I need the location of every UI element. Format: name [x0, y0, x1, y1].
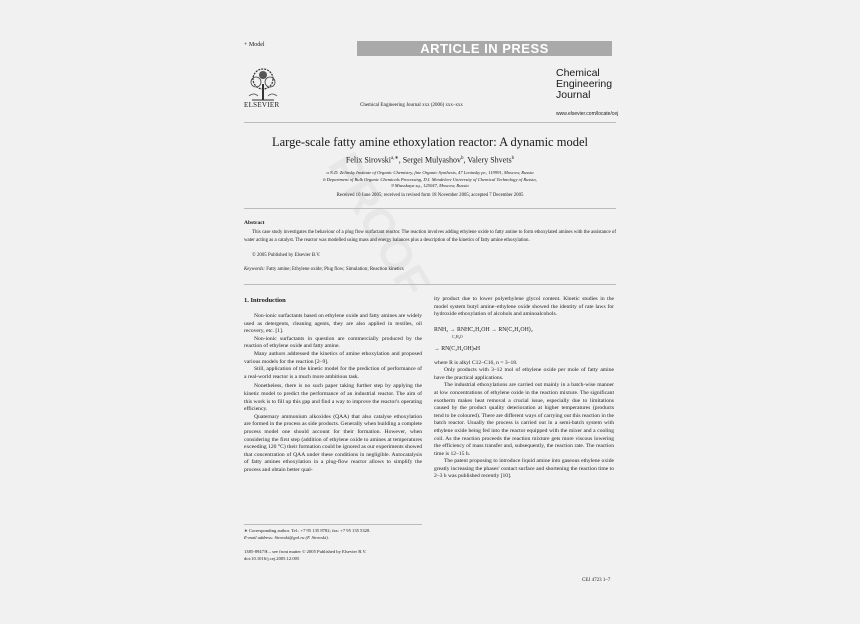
paragraph: Non-ionic surfactants based on ethylene oxide and fatty amines are widely used as detergents, cleaning agents, they are also applied in textiles, oil recovery, etc. [1]. [244, 313, 422, 335]
affiliation-b: b Department of Bulk Organic Chemicals Processing, D.I. Mendeleev University of Chemical Technology of Russia, [323, 177, 537, 182]
elsevier-tree-logo-icon [244, 66, 282, 104]
paragraph: Nonetheless, there is no such paper taking further step by applying the kinetic model to predict the performance of an industrial reactor. The aim of this work is to fill up this gap and find a way to improve the reactor's operating efficiency. [244, 383, 422, 413]
paragraph: ity product due to lower polyethylene glycol content. Kinetic studies in the model system butyl amine–ethylene oxide showed the identity of rate laws for hydroxide ethoxylation of alcohols and aminoalcohols. [434, 296, 614, 318]
equation-catalyst-label: C₂H₄O [452, 335, 463, 340]
article-authors: Felix Sirovski$^{a,∗}$, Sergei Mulyashov$^b$, Valery Shvets$^b$ [345, 155, 515, 165]
journal-logo-line-2: Engineering [556, 78, 613, 90]
abstract-top-divider [244, 208, 616, 209]
abstract-text: This case study investigates the behaviour of a plug flow surfactant reactor. The reaction involves adding ethylene oxide to fatty amine to form ethoxylated amines with the assistance of water acting as a catalyst. The reactor was modelled using mass and energy balances plus a description of the kinetics of fatty amine ethoxylation. [244, 230, 616, 243]
affiliation-a: a N.D. Zelinsky Institute of Organic Chemistry, fine Organic Synthesis, 47 Leninsky pr., 119991, Moscow, Russia [326, 170, 534, 175]
left-column [244, 313, 422, 474]
paragraph: The patent proposing to introduce liquid amine into gaseous ethylene oxide greatly increasing the phases' contact surface and shortening the reaction time to 2–3 h was published recently [10]. [434, 458, 614, 480]
journal-url: www.elsevier.com/locate/cej [556, 111, 619, 117]
journal-logo-line-1: Chemical [556, 67, 600, 79]
model-label: + Model [244, 42, 265, 48]
journal-logo-line-3: Journal [556, 89, 591, 101]
equation-2: → RN(C₂H₄OH)ₙH [434, 345, 481, 352]
paragraph: The industrial ethoxylations are carried out mainly in a batch-wise manner at low concentrations of ethylene oxide in the reaction mixture. The significant exotherm makes heat removal a crucial issue, especially due to limitations caused by the product quality deterioration at higher temperatures (products tend to be coloured). There are different ways of carrying out this reaction in the batch reactor. Usually the process is carried out in a semi-batch system with ethylene oxide being fed into the reactor equipped with the mixer and a cooling coil. As the reaction proceeds the reaction mixture gets more viscous lowering the efficiency of mass transfer and, subsequently, the reaction rate. The reaction time is 12–15 h. [434, 382, 614, 457]
paragraph: Only products with 3–12 mol of ethylene oxide per mole of fatty amine have the practical applications. [434, 367, 614, 381]
page-reference: CEJ 4723 1–7 [582, 578, 611, 583]
article-in-press-banner: ARTICLE IN PRESS [357, 41, 612, 56]
journal-logo [556, 68, 614, 101]
elsevier-logo-text: ELSEVIER [244, 101, 280, 109]
copyright-line: © 2005 Published by Elsevier B.V. [252, 253, 321, 258]
paragraph: Many authors addressed the kinetics of amine ethoxylation and proposed various models for the reaction [2–9]. [244, 350, 422, 365]
footnote-contact: ∗ Corresponding author. Tel.: +7 95 135 8782; fax: +7 95 135 5328. [244, 528, 371, 533]
doi-line: doi:10.1016/j.cej.2005.12.005 [244, 556, 300, 561]
issn-line: 1385-8947/$ – see front matter © 2005 Published by Elsevier B.V. [244, 549, 367, 554]
corresponding-author-footnote [244, 524, 422, 541]
abstract-bottom-divider [244, 284, 616, 285]
header-divider [244, 122, 616, 123]
keywords-line: Keywords: Fatty amine; Ethylene oxide; Plug flow; Simulation; Reaction kinetics [244, 267, 404, 272]
equation-note: where R is alkyl C12–C16, n = 3–18. [434, 359, 518, 366]
paragraph: Quaternary ammonium alkoxides (QAA) that also catalyse ethoxylation are formed in the process as side products. Generally when building a complete process model one should account for their formation. However, when considering the first step (addition of ethylene oxide to amines at temperatures exceeding 120 °C) their formation could be ignored as our experiments showed that concentration of QAA under these conditions in negligible. Autocatalysis of fatty amines ethoxylation in a plug-flow reactor allows to simplify the process and obtain better qual- [244, 413, 422, 473]
article-title: Large-scale fatty amine ethoxylation reactor: A dynamic model [272, 135, 588, 149]
abstract-heading: Abstract [244, 220, 265, 226]
journal-reference: Chemical Engineering Journal xxx (2006) xxx–xxx [360, 103, 463, 108]
footnote-email: E-mail address: Sirovski@gol.ru (F. Sirovski). [244, 535, 329, 540]
received-dates: Received 10 June 2005; received in revised form 18 November 2005; accepted 7 December 2005 [336, 193, 524, 198]
affiliation-b-address: 9 Miusskaya sq., 125047, Moscow, Russia [391, 183, 469, 188]
section-heading-introduction: 1. Introduction [244, 297, 286, 304]
article-identifiers [244, 548, 366, 562]
equation-1: RNH₂ → RNHC₂H₄OH → RN(C₂H₄OH)₂ C₂H₄O [434, 327, 614, 342]
paragraph: Still, application of the kinetic model for the prediction of performance of a real-world reactor is a much more ambitious task. [244, 366, 422, 380]
paragraph: Non-ionic surfactants in question are commercially produced by the reaction of ethylene oxide and fatty amine. [244, 335, 422, 350]
right-column [434, 296, 614, 481]
